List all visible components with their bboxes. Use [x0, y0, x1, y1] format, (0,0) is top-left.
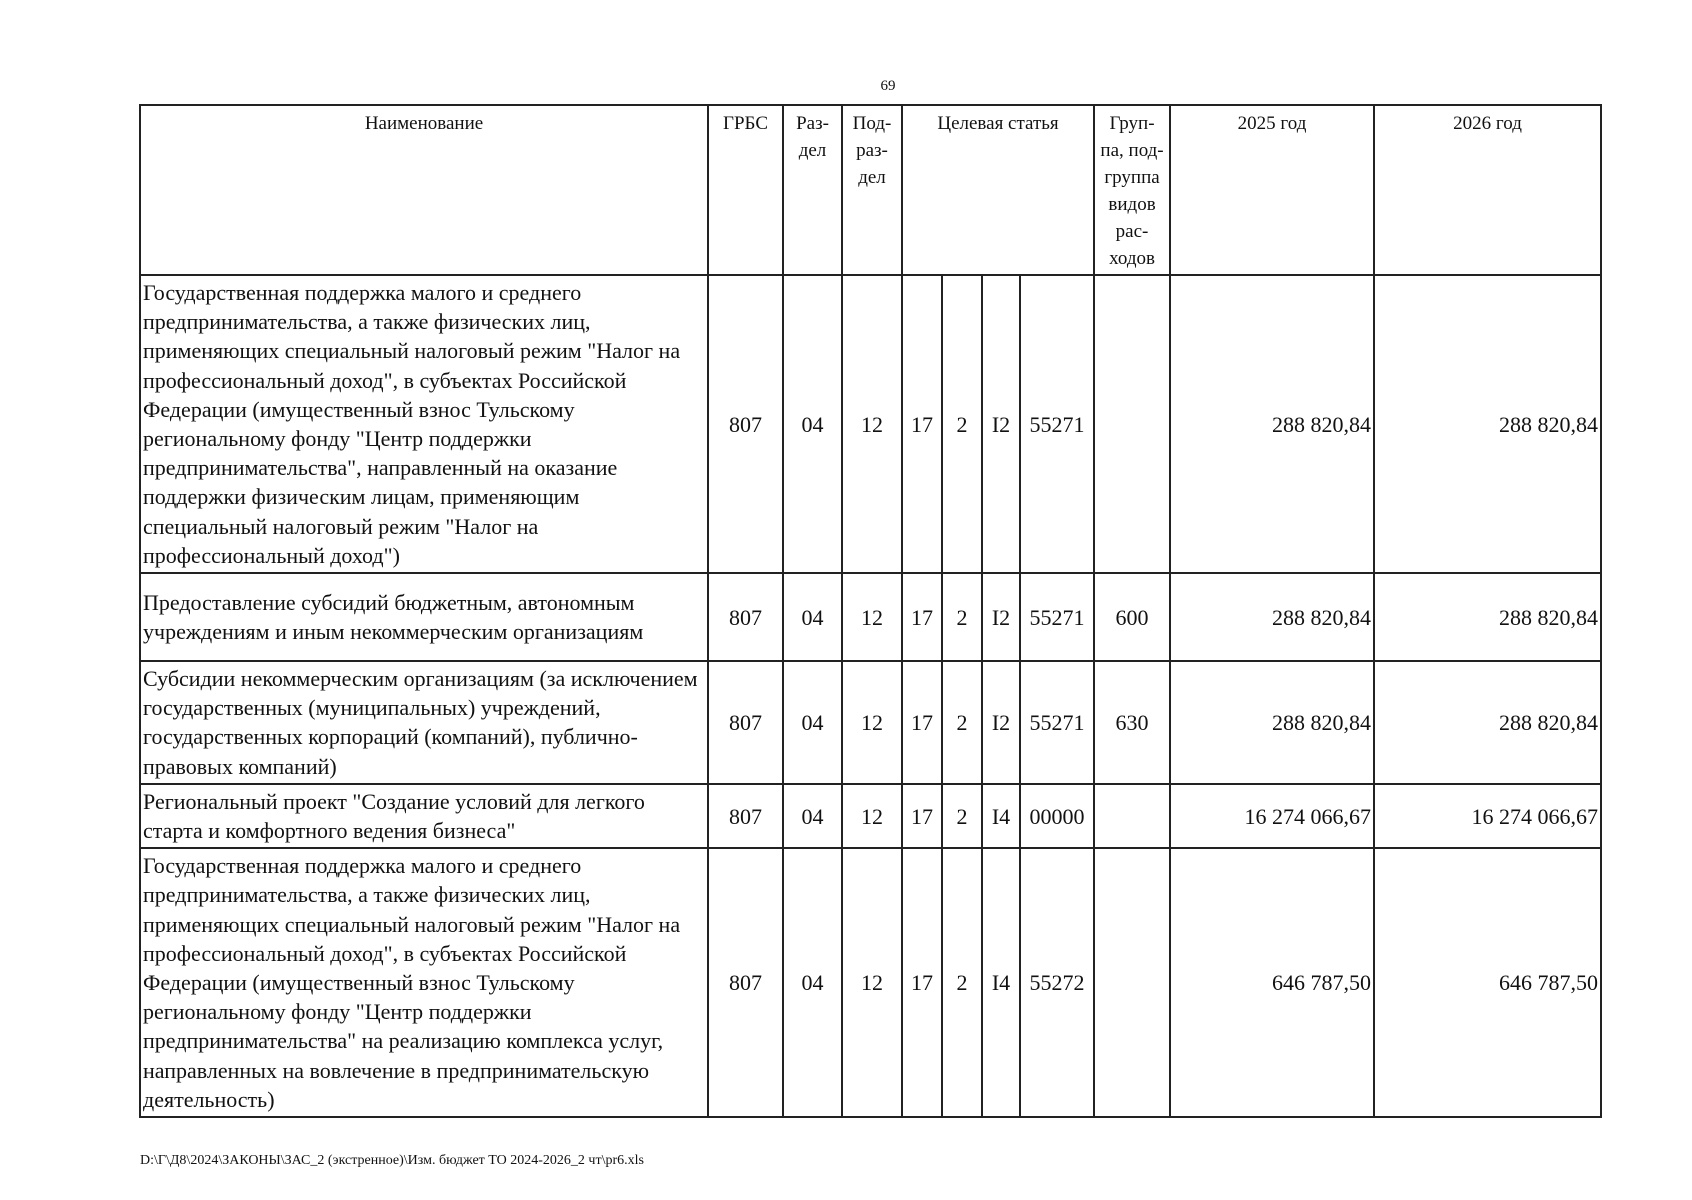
row-target-code: 55271	[1020, 573, 1094, 661]
row-grbs: 807	[708, 848, 783, 1117]
row-razdel: 04	[783, 784, 842, 848]
row-razdel: 04	[783, 573, 842, 661]
header-2026: 2026 год	[1374, 105, 1601, 275]
row-target-subprogram: 2	[942, 784, 982, 848]
row-name: Государственная поддержка малого и среднего предпринимательства, а также физических лиц, применяющих специальный налоговый режим "Налог на профессиональный доход", в субъектах Российской Федерации (имущественный взнос Тульскому региональному фонду "Центр поддержки предпринимательства" на реализацию комплекса услуг, направленных на вовлечение в предпринимательскую деятельность)	[140, 848, 708, 1117]
row-target-code: 55271	[1020, 661, 1094, 784]
row-grbs: 807	[708, 661, 783, 784]
row-name: Государственная поддержка малого и среднего предпринимательства, а также физических лиц, применяющих специальный налоговый режим "Налог на профессиональный доход", в субъектах Российской Федерации (имущественный взнос Тульскому региональному фонду "Центр поддержки предпринимательства", направленный на оказание поддержки физическим лицам, применяющим специальный налоговый режим "Налог на профессиональный доход")	[140, 275, 708, 573]
row-podrazdel: 12	[842, 275, 902, 573]
row-razdel: 04	[783, 848, 842, 1117]
row-grbs: 807	[708, 784, 783, 848]
row-amount-2025: 16 274 066,67	[1170, 784, 1374, 848]
row-razdel: 04	[783, 661, 842, 784]
row-amount-2026: 288 820,84	[1374, 661, 1601, 784]
row-target-code: 00000	[1020, 784, 1094, 848]
row-podrazdel: 12	[842, 573, 902, 661]
header-row	[140, 105, 1601, 275]
row-target-project: I4	[982, 784, 1020, 848]
header-podrazdel: Под- раз- дел	[842, 105, 902, 275]
row-podrazdel: 12	[842, 661, 902, 784]
row-grbs: 807	[708, 275, 783, 573]
header-2025: 2025 год	[1170, 105, 1374, 275]
row-target-subprogram: 2	[942, 661, 982, 784]
row-expense-group	[1094, 784, 1170, 848]
row-expense-group: 600	[1094, 573, 1170, 661]
page-number: 69	[880, 78, 896, 94]
row-target-project: I2	[982, 661, 1020, 784]
row-amount-2025: 288 820,84	[1170, 573, 1374, 661]
row-target-subprogram: 2	[942, 275, 982, 573]
header-target-article: Целевая статья	[902, 105, 1094, 275]
row-target-project: I4	[982, 848, 1020, 1117]
header-expense-group: Груп- па, под- группа видов рас- ходов	[1094, 105, 1170, 275]
header-name: Наименование	[140, 105, 708, 275]
row-target-subprogram: 2	[942, 573, 982, 661]
row-target-program: 17	[902, 275, 942, 573]
row-target-program: 17	[902, 784, 942, 848]
row-podrazdel: 12	[842, 848, 902, 1117]
row-target-project: I2	[982, 573, 1020, 661]
row-name: Региональный проект "Создание условий для легкого старта и комфортного ведения бизнеса"	[140, 784, 708, 848]
row-podrazdel: 12	[842, 784, 902, 848]
row-target-code: 55272	[1020, 848, 1094, 1117]
header-grbs: ГРБС	[708, 105, 783, 275]
row-name: Субсидии некоммерческим организациям (за исключением государственных (муниципальных) учреждений, государственных корпораций (компаний), публично-правовых компаний)	[140, 661, 708, 784]
row-grbs: 807	[708, 573, 783, 661]
row-amount-2025: 646 787,50	[1170, 848, 1374, 1117]
row-target-project: I2	[982, 275, 1020, 573]
table-row	[140, 573, 1601, 661]
row-amount-2025: 288 820,84	[1170, 661, 1374, 784]
row-expense-group: 630	[1094, 661, 1170, 784]
row-target-subprogram: 2	[942, 848, 982, 1117]
row-amount-2025: 288 820,84	[1170, 275, 1374, 573]
row-amount-2026: 16 274 066,67	[1374, 784, 1601, 848]
table-row	[140, 661, 1601, 784]
row-amount-2026: 288 820,84	[1374, 573, 1601, 661]
table-row	[140, 848, 1601, 1117]
row-amount-2026: 646 787,50	[1374, 848, 1601, 1117]
table-row	[140, 784, 1601, 848]
row-expense-group	[1094, 848, 1170, 1117]
header-razdel: Раз- дел	[783, 105, 842, 275]
row-target-code: 55271	[1020, 275, 1094, 573]
footer-file-path: D:\Г\Д8\2024\ЗАКОНЫ\ЗАС_2 (экстренное)\Изм. бюджет ТО 2024-2026_2 чт\pr6.xls	[140, 1153, 644, 1168]
row-expense-group	[1094, 275, 1170, 573]
row-target-program: 17	[902, 848, 942, 1117]
row-name: Предоставление субсидий бюджетным, автономным учреждениям и иным некоммерческим организациям	[140, 573, 708, 661]
row-amount-2026: 288 820,84	[1374, 275, 1601, 573]
budget-table	[139, 104, 1602, 1118]
row-razdel: 04	[783, 275, 842, 573]
row-target-program: 17	[902, 661, 942, 784]
table-row	[140, 275, 1601, 573]
row-target-program: 17	[902, 573, 942, 661]
